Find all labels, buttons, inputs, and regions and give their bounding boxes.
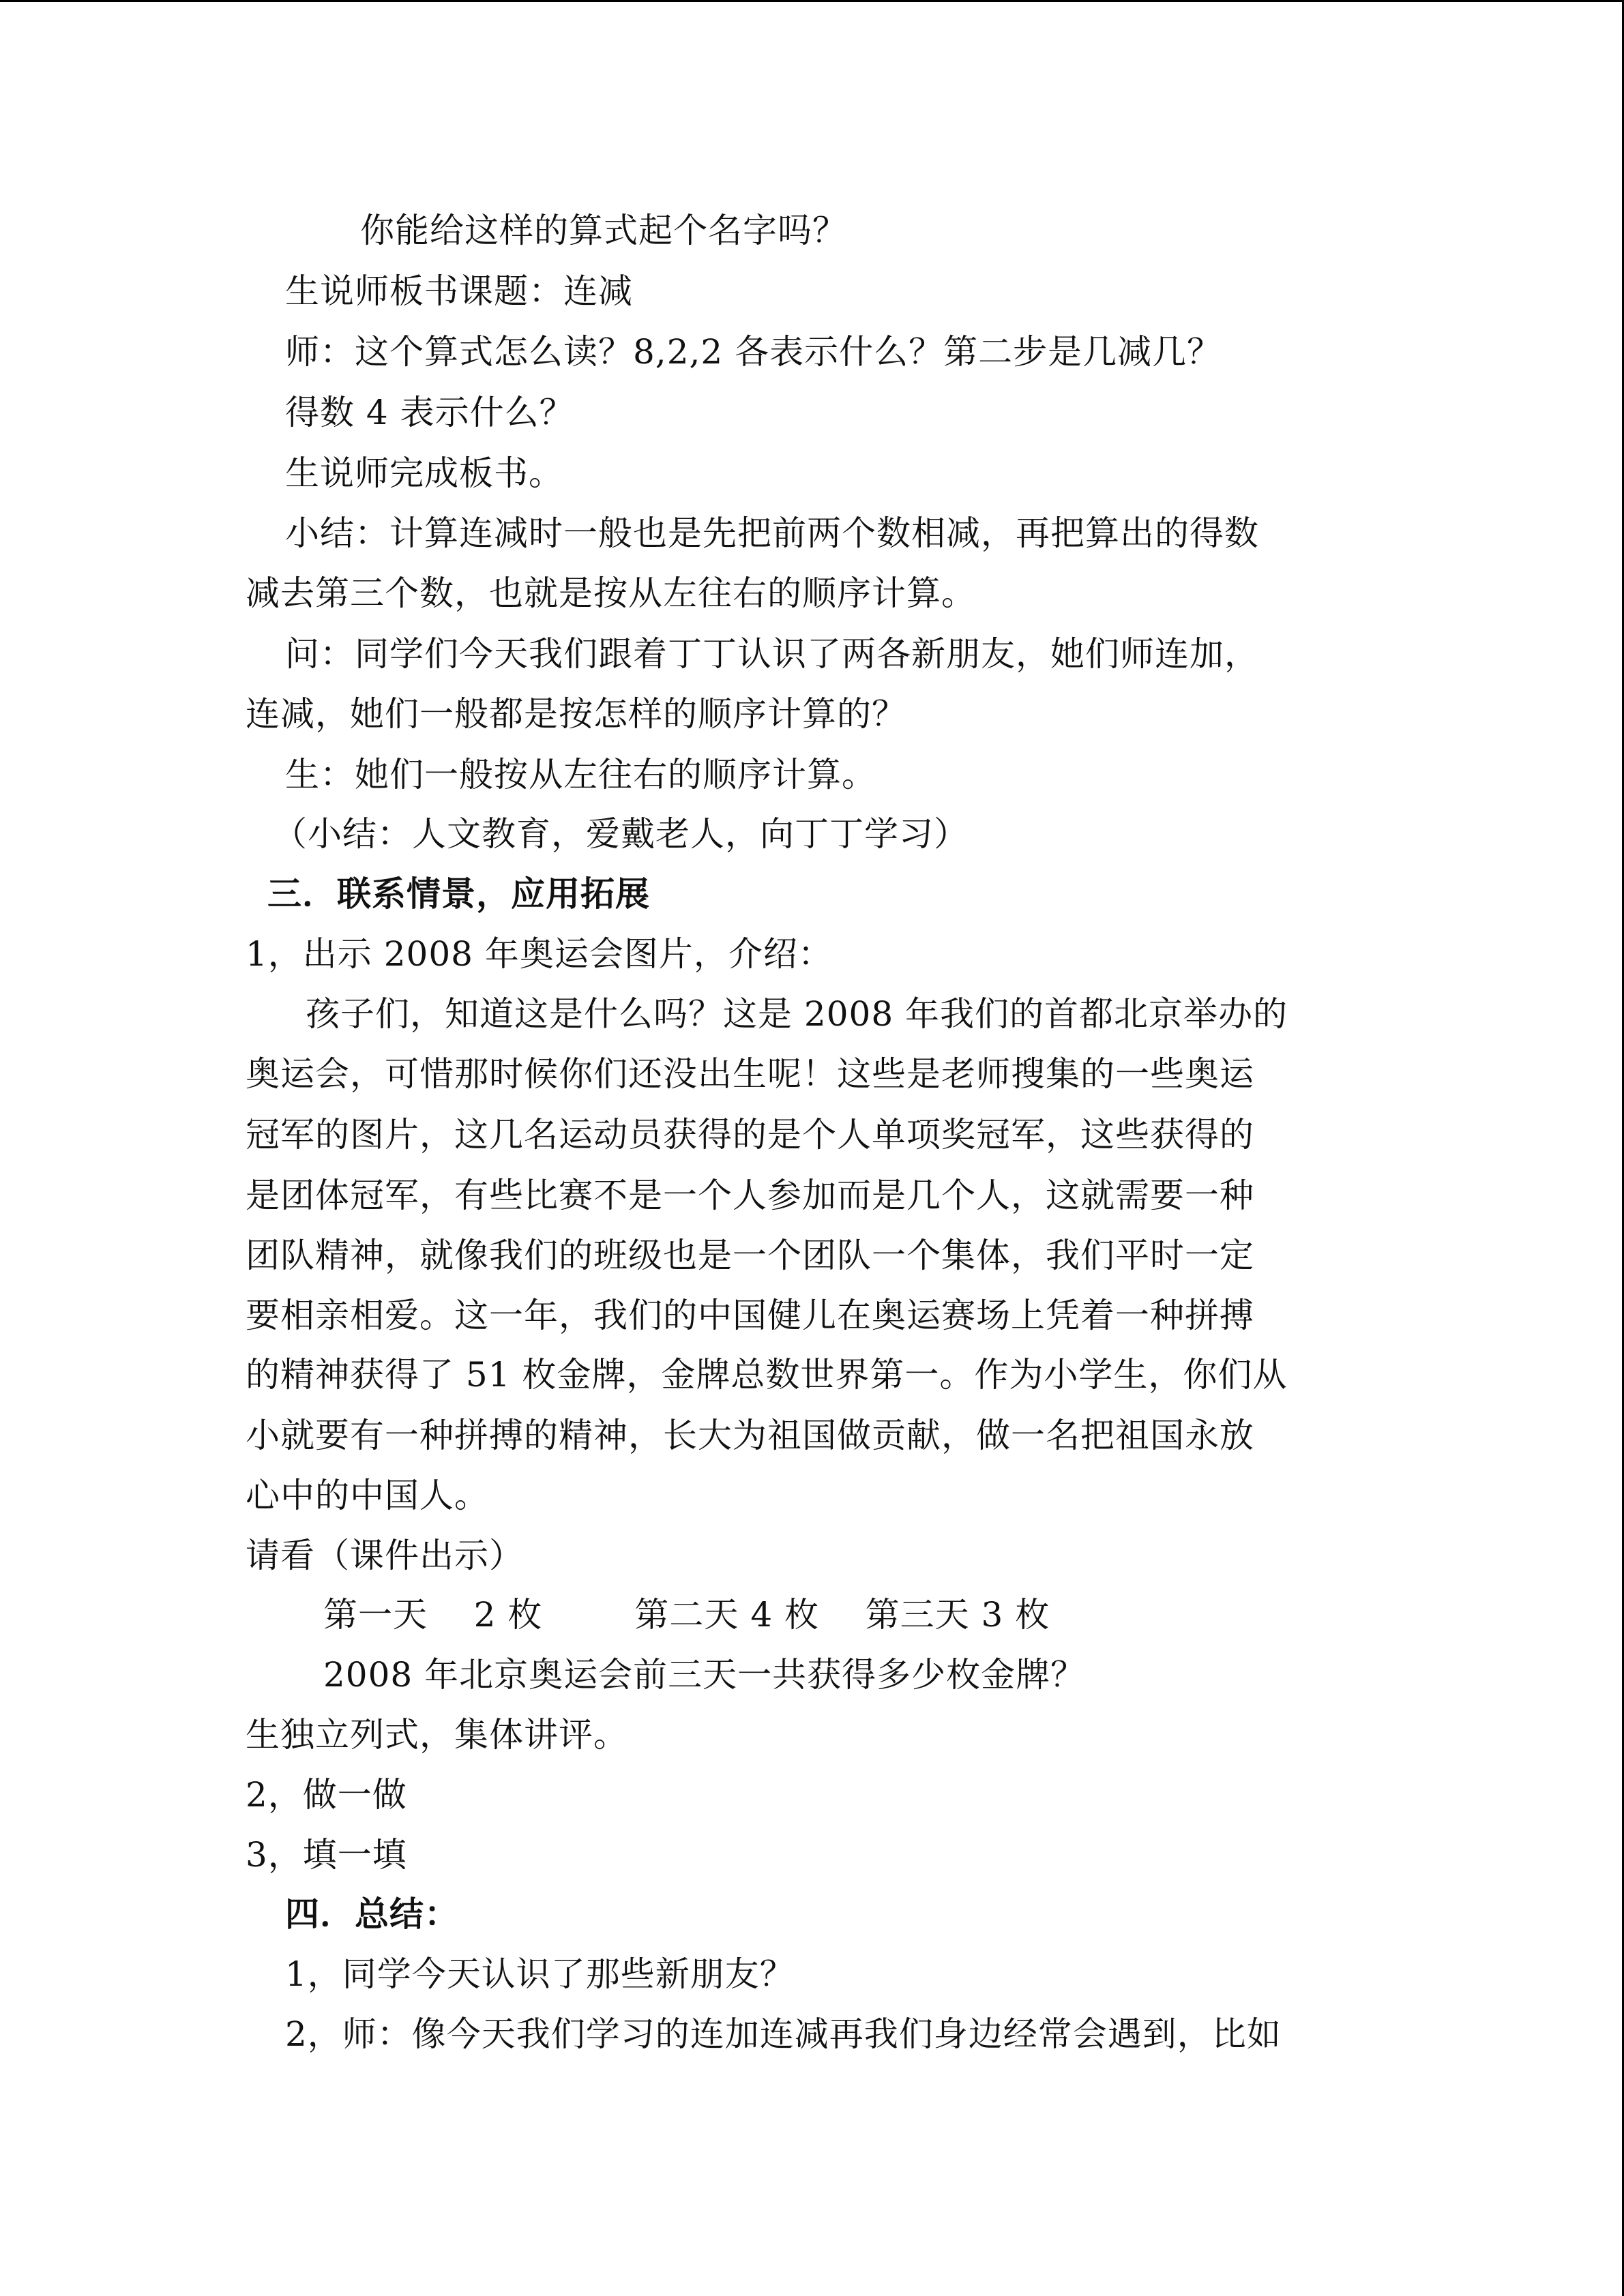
text-line: 1，同学今天认识了那些新朋友？	[285, 1954, 795, 1994]
section-heading: 四．总结：	[285, 1894, 459, 1934]
text-line: 2，师：像今天我们学习的连加连减再我们身边经常会遇到，比如	[285, 2014, 1282, 2054]
text-line: 得数 4 表示什么？	[285, 393, 574, 432]
text-line: 是团体冠军，有些比赛不是一个人参加而是几个人，这就需要一种	[246, 1176, 1254, 1215]
text-line: 要相亲相爱。这一年，我们的中国健儿在奥运赛场上凭着一种拼搏	[246, 1296, 1254, 1335]
text-line: 生：她们一般按从左往右的顺序计算。	[285, 755, 876, 794]
text-line: 生说师完成板书。	[285, 453, 563, 493]
text-line: 孩子们，知道这是什么吗？这是 2008 年我们的首都北京举办的	[306, 994, 1288, 1034]
text-line: 师：这个算式怎么读？8,2,2 各表示什么？第二步是几减几？	[285, 332, 1222, 372]
text-line: 2，做一做	[246, 1775, 407, 1815]
text-line: 连减，她们一般都是按怎样的顺序计算的？	[246, 694, 906, 734]
text-line: 1，出示 2008 年奥运会图片，介绍：	[246, 934, 833, 974]
text-line: 2008 年北京奥运会前三天一共获得多少枚金牌？	[323, 1655, 1086, 1695]
text-line: 奥运会，可惜那时候你们还没出生呢！这些是老师搜集的一些奥运	[246, 1054, 1254, 1094]
text-line: 第一天 2 枚 第二天 4 枚 第三天 3 枚	[323, 1595, 1050, 1635]
text-line: 你能给这样的算式起个名字吗？	[360, 211, 847, 250]
text-line: 生说师板书课题：连减	[285, 271, 633, 311]
text-line: 3，填一填	[246, 1835, 407, 1875]
text-line: 冠军的图片，这几名运动员获得的是个人单项奖冠军，这些获得的	[246, 1115, 1254, 1154]
section-heading: 三．联系情景，应用拓展	[267, 874, 650, 914]
text-line: 减去第三个数，也就是按从左往右的顺序计算。	[246, 573, 976, 613]
text-line: 小结：计算连减时一般也是先把前两个数相减，再把算出的得数	[285, 513, 1259, 553]
text-line: 心中的中国人。	[246, 1476, 489, 1515]
text-line: 问：同学们今天我们跟着丁丁认识了两各新朋友，她们师连加，	[285, 634, 1259, 674]
text-line: 的精神获得了 51 枚金牌，金牌总数世界第一。作为小学生，你们从	[246, 1355, 1288, 1395]
text-line: （小结：人文教育，爱戴老人，向丁丁学习）	[273, 814, 969, 854]
text-line: 请看（课件出示）	[246, 1536, 524, 1575]
text-line: 生独立列式，集体讲评。	[246, 1715, 628, 1755]
text-line: 小就要有一种拼搏的精神，长大为祖国做贡献，做一名把祖国永放	[246, 1416, 1254, 1455]
text-line: 团队精神，就像我们的班级也是一个团队一个集体，我们平时一定	[246, 1236, 1254, 1275]
